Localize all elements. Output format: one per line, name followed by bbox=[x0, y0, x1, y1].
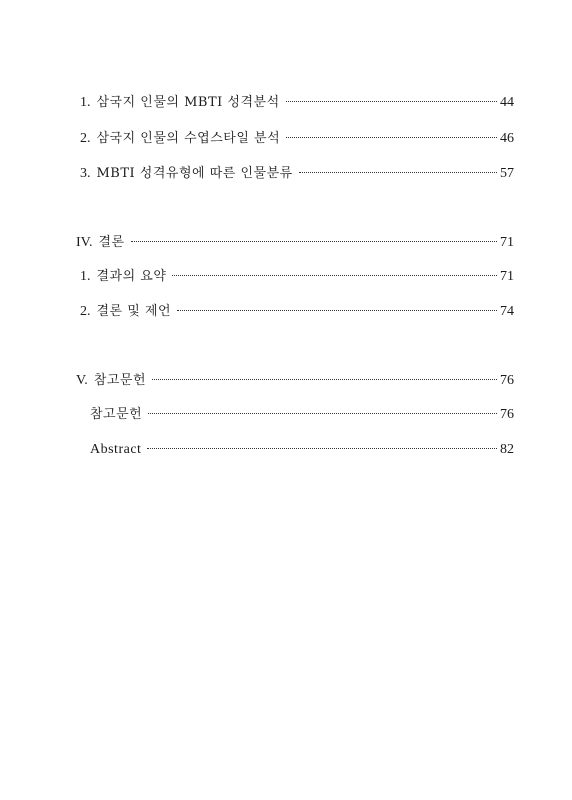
toc-entry[interactable] bbox=[80, 303, 514, 321]
toc-entry-page: 76 bbox=[500, 373, 514, 388]
toc-chapter-title: 결론 bbox=[98, 235, 125, 250]
toc-entry-title: 삼국지 인물의 수엽스타일 분석 bbox=[96, 131, 281, 146]
toc-entry[interactable] bbox=[80, 268, 514, 286]
dot-leader bbox=[286, 137, 497, 138]
toc-entry-title: 삼국지 인물의 MBTI 성격분석 bbox=[96, 95, 280, 110]
dot-leader bbox=[172, 275, 497, 276]
toc-entry-number: 1. bbox=[80, 269, 91, 284]
toc-entry-number: 2. bbox=[80, 131, 91, 146]
toc-entry-page: 71 bbox=[500, 235, 514, 250]
toc-chapter-number: V. bbox=[76, 373, 88, 388]
dot-leader bbox=[148, 413, 497, 414]
toc-entry[interactable] bbox=[80, 130, 514, 148]
dot-leader bbox=[286, 101, 497, 102]
toc-entry[interactable] bbox=[90, 441, 514, 459]
dot-leader bbox=[147, 448, 497, 449]
toc-entry-number: 2. bbox=[80, 304, 91, 319]
toc-entry-number: 1. bbox=[80, 95, 91, 110]
toc-entry-number: 3. bbox=[80, 166, 91, 181]
toc-entry-title: 결과의 요약 bbox=[96, 269, 167, 284]
toc-chapter-title: 참고문헌 bbox=[93, 373, 147, 388]
toc-entry-page: 46 bbox=[500, 131, 514, 146]
toc-chapter-entry[interactable] bbox=[76, 234, 514, 252]
toc-chapter-number: IV. bbox=[76, 235, 93, 250]
dot-leader bbox=[299, 172, 497, 173]
toc-entry[interactable] bbox=[90, 406, 514, 424]
toc-entry-title: Abstract bbox=[90, 442, 142, 457]
toc-chapter-entry[interactable] bbox=[76, 372, 514, 390]
toc-entry-page: 74 bbox=[500, 304, 514, 319]
toc-entry-page: 44 bbox=[500, 95, 514, 110]
toc-entry-page: 76 bbox=[500, 407, 514, 422]
dot-leader bbox=[131, 241, 497, 242]
toc-entry-page: 82 bbox=[500, 442, 514, 457]
toc-entry-title: 참고문헌 bbox=[90, 407, 143, 422]
toc-entry-title: MBTI 성격유형에 따른 인물분류 bbox=[96, 166, 293, 181]
toc-entry-page: 71 bbox=[500, 269, 514, 284]
toc-entry-page: 57 bbox=[500, 166, 514, 181]
dot-leader bbox=[177, 310, 497, 311]
toc-entry-title: 결론 및 제언 bbox=[96, 304, 172, 319]
toc-entry[interactable] bbox=[80, 165, 514, 183]
toc-entry[interactable] bbox=[80, 94, 514, 112]
dot-leader bbox=[152, 379, 497, 380]
